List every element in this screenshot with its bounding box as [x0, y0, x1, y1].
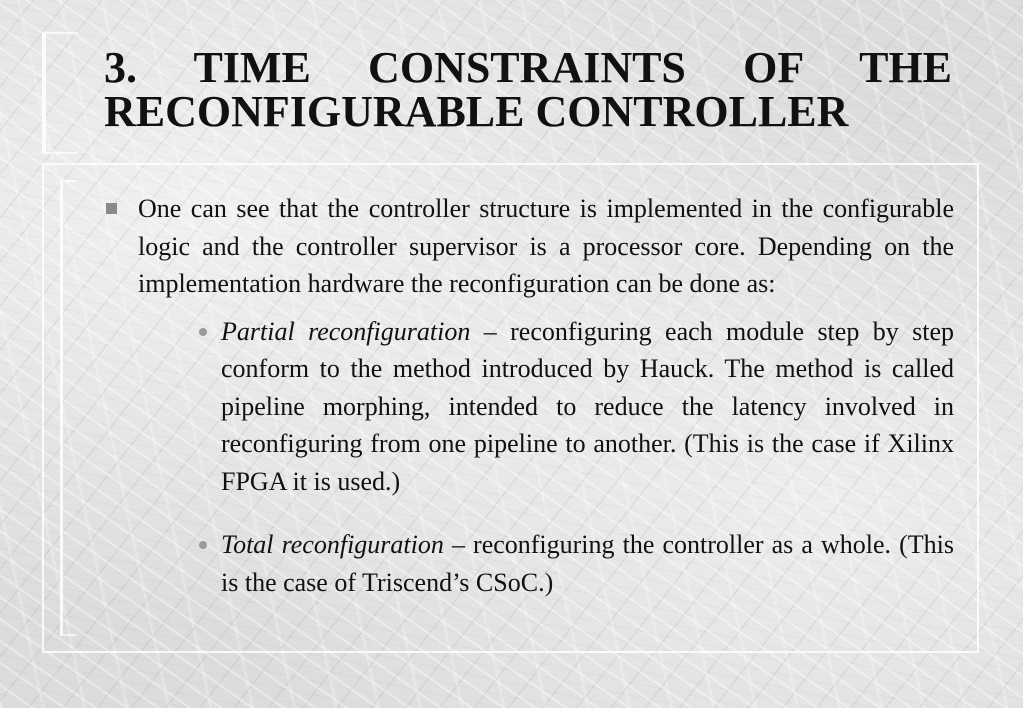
square-bullet-icon	[106, 203, 117, 214]
dot-bullet-icon	[199, 541, 207, 549]
slide-title-line-1: 3. TIME CONSTRAINTS OF THE	[104, 43, 952, 92]
slide-title-line-2: RECONFIGURABLE CONTROLLER	[104, 87, 849, 136]
slide-title	[104, 43, 952, 136]
sub-bullet-partial	[221, 313, 954, 501]
sub-bullet-total	[221, 526, 954, 601]
slide-body	[104, 190, 954, 627]
sub-bullet-text: – reconfiguring each module step by step conform to the method introduced by Hauck. The method is called pipeline morphing, intended to reduce the latency involved in reconfiguring from one pipeline to another. (This is the case if Xilinx FPGA it is used.)	[221, 316, 955, 496]
sub-bullet-term: Partial reconfiguration	[221, 316, 471, 346]
sub-bullet-text: – reconfiguring the controller as a whole. (This is the case of Triscend’s CSoC.)	[221, 530, 954, 597]
main-bullet	[104, 190, 954, 303]
sub-bullet-term: Total reconfiguration	[221, 530, 444, 559]
title-decoration	[42, 32, 78, 154]
dot-bullet-icon	[199, 328, 207, 336]
content-decoration	[60, 180, 76, 636]
main-bullet-text: One can see that the controller structure is implemented in the configurable logic and the controller supervisor is a processor core. Depending on the implementation hardware the reconfiguration can be done as:	[138, 194, 954, 298]
